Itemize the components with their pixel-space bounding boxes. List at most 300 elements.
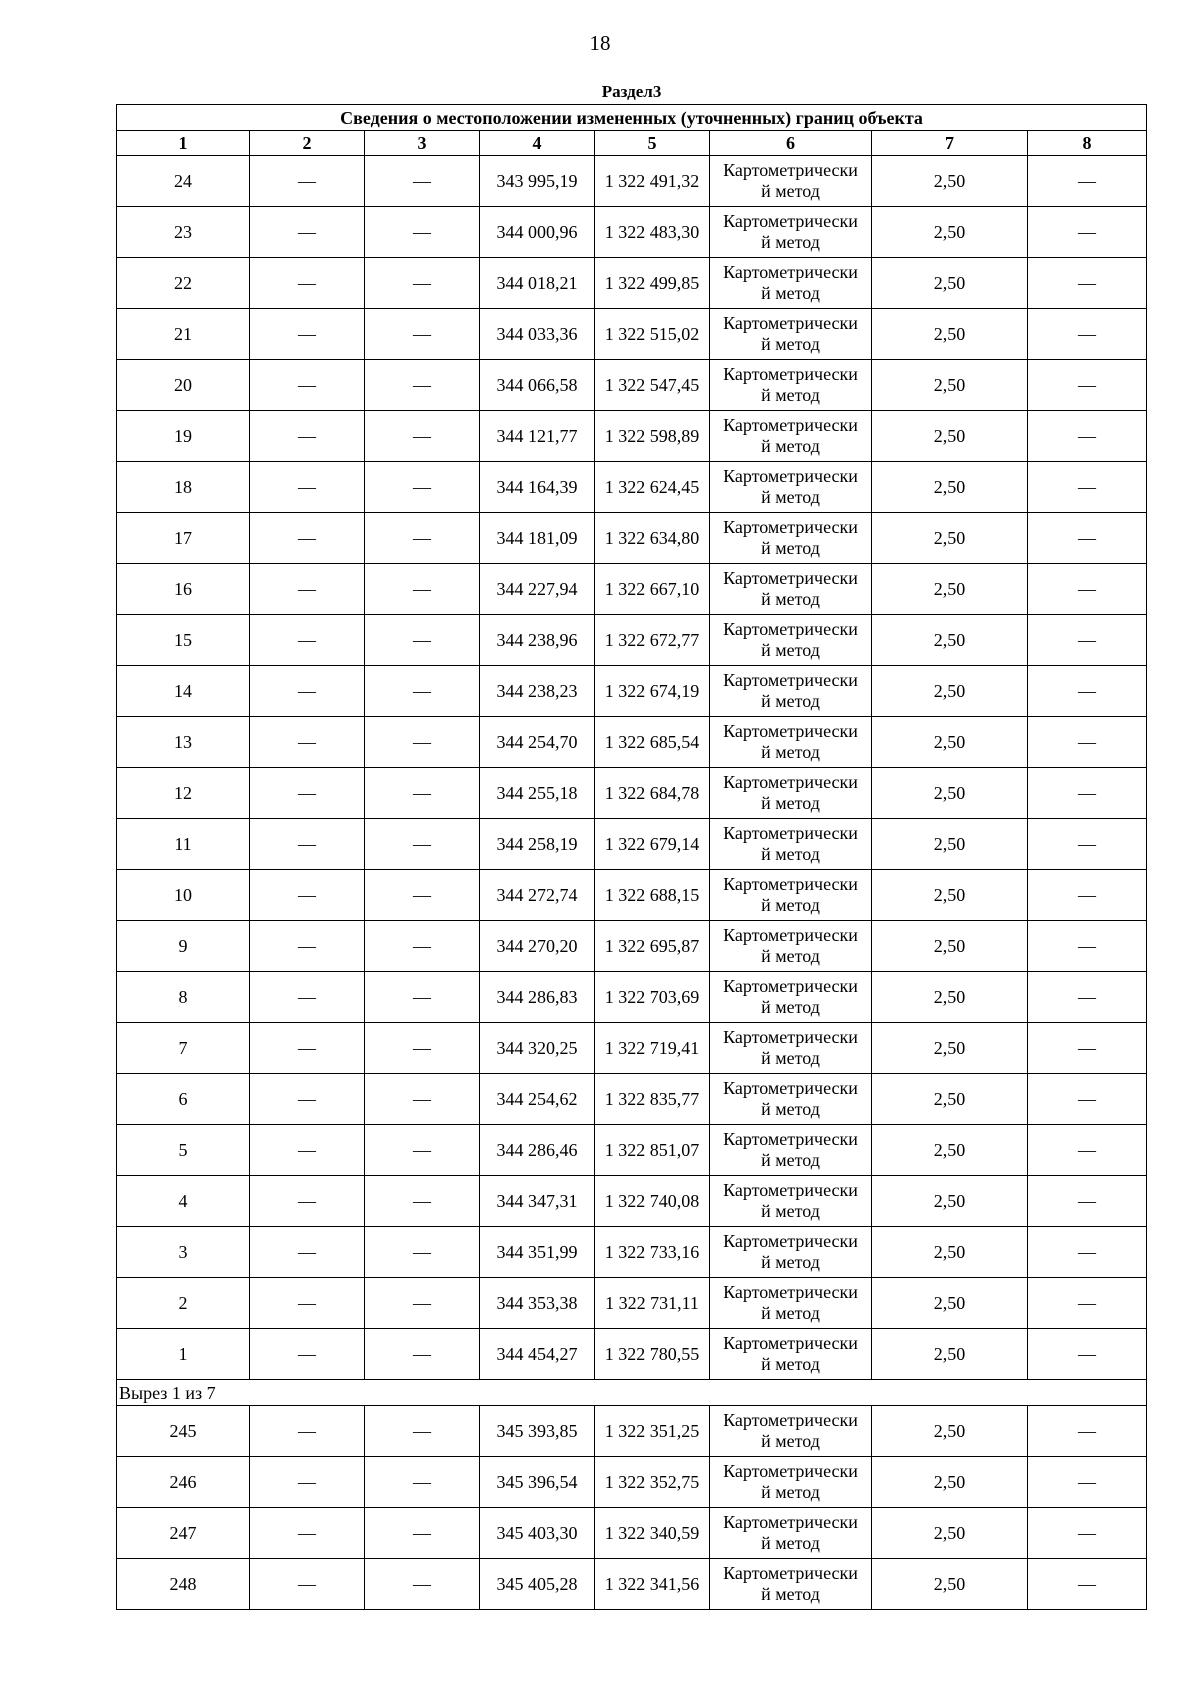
- empty-cell: —: [365, 564, 480, 615]
- accuracy-cell: 2,50: [872, 1023, 1028, 1074]
- method-cell: [710, 1457, 872, 1508]
- table-row: [117, 921, 1147, 972]
- empty-cell: —: [250, 462, 365, 513]
- accuracy-cell: 2,50: [872, 1074, 1028, 1125]
- point-number-cell: 18: [117, 462, 250, 513]
- point-number-cell: 16: [117, 564, 250, 615]
- x-coordinate-cell: 344 254,62: [480, 1074, 595, 1125]
- method-cell: [710, 1176, 872, 1227]
- method-cell: [710, 1278, 872, 1329]
- empty-cell: —: [250, 513, 365, 564]
- accuracy-cell: 2,50: [872, 564, 1028, 615]
- boundary-coordinates-table: [116, 80, 1147, 1610]
- empty-cell: —: [365, 1406, 480, 1457]
- empty-cell: —: [250, 1023, 365, 1074]
- point-number-cell: 17: [117, 513, 250, 564]
- accuracy-cell: 2,50: [872, 921, 1028, 972]
- y-coordinate-cell: 1 322 598,89: [595, 411, 710, 462]
- method-line-1: Картометрически: [723, 823, 858, 843]
- empty-cell: —: [250, 819, 365, 870]
- y-coordinate-cell: 1 322 515,02: [595, 309, 710, 360]
- method-line-1: Картометрически: [723, 1078, 858, 1098]
- method-line-2: й метод: [761, 1048, 820, 1068]
- point-number-cell: 7: [117, 1023, 250, 1074]
- point-number-cell: 2: [117, 1278, 250, 1329]
- x-coordinate-cell: 345 393,85: [480, 1406, 595, 1457]
- y-coordinate-cell: 1 322 703,69: [595, 972, 710, 1023]
- empty-cell: —: [365, 972, 480, 1023]
- method-line-1: Картометрически: [723, 1129, 858, 1149]
- empty-cell: —: [1028, 462, 1147, 513]
- method-line-1: Картометрически: [723, 670, 858, 690]
- method-line-1: Картометрически: [723, 364, 858, 384]
- point-number-cell: 3: [117, 1227, 250, 1278]
- point-number-cell: 5: [117, 1125, 250, 1176]
- point-number-cell: 8: [117, 972, 250, 1023]
- empty-cell: —: [250, 1329, 365, 1380]
- table-row: [117, 513, 1147, 564]
- empty-cell: —: [365, 1023, 480, 1074]
- y-coordinate-cell: 1 322 341,56: [595, 1559, 710, 1610]
- accuracy-cell: 2,50: [872, 1329, 1028, 1380]
- method-cell: [710, 1508, 872, 1559]
- table-row: [117, 972, 1147, 1023]
- x-coordinate-cell: 344 351,99: [480, 1227, 595, 1278]
- empty-cell: —: [1028, 411, 1147, 462]
- accuracy-cell: 2,50: [872, 1508, 1028, 1559]
- empty-cell: —: [365, 615, 480, 666]
- empty-cell: —: [250, 360, 365, 411]
- empty-cell: —: [250, 1074, 365, 1125]
- empty-cell: —: [250, 1176, 365, 1227]
- y-coordinate-cell: 1 322 688,15: [595, 870, 710, 921]
- method-line-1: Картометрически: [723, 517, 858, 537]
- method-line-2: й метод: [761, 436, 820, 456]
- point-number-cell: 4: [117, 1176, 250, 1227]
- method-line-2: й метод: [761, 181, 820, 201]
- point-number-cell: 21: [117, 309, 250, 360]
- empty-cell: —: [365, 870, 480, 921]
- empty-cell: —: [365, 717, 480, 768]
- method-cell: [710, 207, 872, 258]
- x-coordinate-cell: 344 033,36: [480, 309, 595, 360]
- x-coordinate-cell: 344 018,21: [480, 258, 595, 309]
- method-line-1: Картометрически: [723, 160, 858, 180]
- accuracy-cell: 2,50: [872, 1125, 1028, 1176]
- table-row: [117, 309, 1147, 360]
- x-coordinate-cell: 344 238,96: [480, 615, 595, 666]
- table-row: [117, 717, 1147, 768]
- empty-cell: —: [250, 972, 365, 1023]
- page-number: 18: [589, 31, 611, 55]
- empty-cell: —: [250, 666, 365, 717]
- table-body-part2: [117, 1406, 1147, 1610]
- method-cell: [710, 717, 872, 768]
- y-coordinate-cell: 1 322 672,77: [595, 615, 710, 666]
- empty-cell: —: [1028, 564, 1147, 615]
- accuracy-cell: 2,50: [872, 462, 1028, 513]
- empty-cell: —: [365, 156, 480, 207]
- accuracy-cell: 2,50: [872, 1227, 1028, 1278]
- subsection-label: Вырез 1 из 7: [117, 1380, 1147, 1406]
- empty-cell: —: [1028, 819, 1147, 870]
- point-number-cell: 248: [117, 1559, 250, 1610]
- method-line-1: Картометрически: [723, 313, 858, 333]
- method-line-2: й метод: [761, 1482, 820, 1502]
- empty-cell: —: [1028, 1508, 1147, 1559]
- accuracy-cell: 2,50: [872, 717, 1028, 768]
- method-cell: [710, 1406, 872, 1457]
- point-number-cell: 246: [117, 1457, 250, 1508]
- subsection: [117, 1380, 1147, 1406]
- accuracy-cell: 2,50: [872, 1559, 1028, 1610]
- method-line-2: й метод: [761, 1150, 820, 1170]
- method-line-2: й метод: [761, 691, 820, 711]
- column-header: 6: [710, 131, 872, 156]
- method-line-2: й метод: [761, 1431, 820, 1451]
- empty-cell: —: [1028, 258, 1147, 309]
- empty-cell: —: [1028, 1227, 1147, 1278]
- table-row: [117, 411, 1147, 462]
- method-cell: [710, 462, 872, 513]
- method-line-2: й метод: [761, 1099, 820, 1119]
- method-line-1: Картометрически: [723, 415, 858, 435]
- method-line-1: Картометрически: [723, 568, 858, 588]
- y-coordinate-cell: 1 322 733,16: [595, 1227, 710, 1278]
- empty-cell: —: [365, 309, 480, 360]
- empty-cell: —: [365, 666, 480, 717]
- method-line-1: Картометрически: [723, 1563, 858, 1583]
- point-number-cell: 247: [117, 1508, 250, 1559]
- empty-cell: —: [1028, 1329, 1147, 1380]
- empty-cell: —: [1028, 1278, 1147, 1329]
- x-coordinate-cell: 343 995,19: [480, 156, 595, 207]
- point-number-cell: 1: [117, 1329, 250, 1380]
- accuracy-cell: 2,50: [872, 768, 1028, 819]
- accuracy-cell: 2,50: [872, 1406, 1028, 1457]
- table-row: [117, 1176, 1147, 1227]
- accuracy-cell: 2,50: [872, 1457, 1028, 1508]
- table-row: [117, 1278, 1147, 1329]
- x-coordinate-cell: 344 255,18: [480, 768, 595, 819]
- method-line-2: й метод: [761, 1201, 820, 1221]
- table-row: [117, 1074, 1147, 1125]
- table-row: [117, 156, 1147, 207]
- table-title: Сведения о местоположении измененных (уточненных) границ объекта: [117, 105, 1147, 131]
- empty-cell: —: [1028, 921, 1147, 972]
- method-cell: [710, 666, 872, 717]
- point-number-cell: 24: [117, 156, 250, 207]
- table-row: [117, 1508, 1147, 1559]
- method-line-1: Картометрически: [723, 1461, 858, 1481]
- table-row: [117, 207, 1147, 258]
- method-line-2: й метод: [761, 538, 820, 558]
- empty-cell: —: [365, 360, 480, 411]
- empty-cell: —: [1028, 360, 1147, 411]
- y-coordinate-cell: 1 322 483,30: [595, 207, 710, 258]
- empty-cell: —: [250, 768, 365, 819]
- y-coordinate-cell: 1 322 835,77: [595, 1074, 710, 1125]
- column-header: 3: [365, 131, 480, 156]
- table-row: [117, 1559, 1147, 1610]
- empty-cell: —: [250, 921, 365, 972]
- empty-cell: —: [1028, 309, 1147, 360]
- method-line-2: й метод: [761, 283, 820, 303]
- method-cell: [710, 513, 872, 564]
- method-line-2: й метод: [761, 793, 820, 813]
- empty-cell: —: [1028, 1406, 1147, 1457]
- x-coordinate-cell: 345 405,28: [480, 1559, 595, 1610]
- empty-cell: —: [1028, 870, 1147, 921]
- x-coordinate-cell: 344 238,23: [480, 666, 595, 717]
- y-coordinate-cell: 1 322 634,80: [595, 513, 710, 564]
- method-cell: [710, 972, 872, 1023]
- method-line-1: Картометрически: [723, 262, 858, 282]
- table-row: [117, 1125, 1147, 1176]
- method-line-2: й метод: [761, 895, 820, 915]
- section-label: Раздел3: [601, 82, 662, 101]
- method-cell: [710, 258, 872, 309]
- empty-cell: —: [250, 717, 365, 768]
- method-cell: [710, 411, 872, 462]
- method-line-2: й метод: [761, 1354, 820, 1374]
- x-coordinate-cell: 344 121,77: [480, 411, 595, 462]
- method-cell: [710, 1559, 872, 1610]
- method-line-2: й метод: [761, 589, 820, 609]
- y-coordinate-cell: 1 322 679,14: [595, 819, 710, 870]
- x-coordinate-cell: 344 164,39: [480, 462, 595, 513]
- method-line-1: Картометрически: [723, 1180, 858, 1200]
- method-line-1: Картометрически: [723, 976, 858, 996]
- y-coordinate-cell: 1 322 491,32: [595, 156, 710, 207]
- method-cell: [710, 564, 872, 615]
- method-cell: [710, 921, 872, 972]
- accuracy-cell: 2,50: [872, 258, 1028, 309]
- x-coordinate-cell: 344 454,27: [480, 1329, 595, 1380]
- x-coordinate-cell: 345 396,54: [480, 1457, 595, 1508]
- method-cell: [710, 309, 872, 360]
- empty-cell: —: [1028, 1176, 1147, 1227]
- table-row: [117, 564, 1147, 615]
- method-line-2: й метод: [761, 487, 820, 507]
- table-row: [117, 1227, 1147, 1278]
- x-coordinate-cell: 344 286,83: [480, 972, 595, 1023]
- y-coordinate-cell: 1 322 352,75: [595, 1457, 710, 1508]
- empty-cell: —: [1028, 1559, 1147, 1610]
- method-line-2: й метод: [761, 1584, 820, 1604]
- accuracy-cell: 2,50: [872, 666, 1028, 717]
- empty-cell: —: [1028, 972, 1147, 1023]
- empty-cell: —: [250, 309, 365, 360]
- empty-cell: —: [1028, 615, 1147, 666]
- accuracy-cell: 2,50: [872, 1278, 1028, 1329]
- empty-cell: —: [1028, 1023, 1147, 1074]
- x-coordinate-cell: 344 320,25: [480, 1023, 595, 1074]
- empty-cell: —: [1028, 207, 1147, 258]
- method-line-2: й метод: [761, 742, 820, 762]
- point-number-cell: 6: [117, 1074, 250, 1125]
- x-coordinate-cell: 344 254,70: [480, 717, 595, 768]
- y-coordinate-cell: 1 322 695,87: [595, 921, 710, 972]
- empty-cell: —: [365, 819, 480, 870]
- method-line-1: Картометрически: [723, 466, 858, 486]
- table-row: [117, 768, 1147, 819]
- column-header: 8: [1028, 131, 1147, 156]
- method-line-2: й метод: [761, 385, 820, 405]
- empty-cell: —: [250, 156, 365, 207]
- point-number-cell: 23: [117, 207, 250, 258]
- method-line-2: й метод: [761, 1252, 820, 1272]
- empty-cell: —: [250, 207, 365, 258]
- empty-cell: —: [250, 258, 365, 309]
- empty-cell: —: [365, 921, 480, 972]
- table-row: [117, 666, 1147, 717]
- point-number-cell: 11: [117, 819, 250, 870]
- x-coordinate-cell: 344 258,19: [480, 819, 595, 870]
- empty-cell: —: [1028, 768, 1147, 819]
- point-number-cell: 12: [117, 768, 250, 819]
- table-row: [117, 1406, 1147, 1457]
- method-line-1: Картометрически: [723, 1410, 858, 1430]
- empty-cell: —: [1028, 717, 1147, 768]
- empty-cell: —: [365, 1559, 480, 1610]
- column-header: 1: [117, 131, 250, 156]
- method-cell: [710, 1227, 872, 1278]
- empty-cell: —: [365, 411, 480, 462]
- method-line-1: Картометрически: [723, 925, 858, 945]
- method-line-1: Картометрически: [723, 1027, 858, 1047]
- x-coordinate-cell: 344 286,46: [480, 1125, 595, 1176]
- empty-cell: —: [1028, 1457, 1147, 1508]
- y-coordinate-cell: 1 322 851,07: [595, 1125, 710, 1176]
- empty-cell: —: [250, 1508, 365, 1559]
- table-row: [117, 1457, 1147, 1508]
- method-line-1: Картометрически: [723, 1333, 858, 1353]
- empty-cell: —: [250, 1125, 365, 1176]
- y-coordinate-cell: 1 322 731,11: [595, 1278, 710, 1329]
- x-coordinate-cell: 344 066,58: [480, 360, 595, 411]
- method-line-2: й метод: [761, 844, 820, 864]
- y-coordinate-cell: 1 322 351,25: [595, 1406, 710, 1457]
- empty-cell: —: [250, 1457, 365, 1508]
- x-coordinate-cell: 344 000,96: [480, 207, 595, 258]
- column-header: 7: [872, 131, 1028, 156]
- empty-cell: —: [365, 207, 480, 258]
- accuracy-cell: 2,50: [872, 411, 1028, 462]
- empty-cell: —: [365, 462, 480, 513]
- x-coordinate-cell: 344 270,20: [480, 921, 595, 972]
- x-coordinate-cell: 344 181,09: [480, 513, 595, 564]
- method-cell: [710, 1023, 872, 1074]
- empty-cell: —: [250, 1559, 365, 1610]
- point-number-cell: 15: [117, 615, 250, 666]
- accuracy-cell: 2,50: [872, 972, 1028, 1023]
- accuracy-cell: 2,50: [872, 819, 1028, 870]
- accuracy-cell: 2,50: [872, 207, 1028, 258]
- method-line-2: й метод: [761, 1303, 820, 1323]
- table-row: [117, 360, 1147, 411]
- accuracy-cell: 2,50: [872, 360, 1028, 411]
- method-cell: [710, 1329, 872, 1380]
- y-coordinate-cell: 1 322 547,45: [595, 360, 710, 411]
- empty-cell: —: [1028, 1125, 1147, 1176]
- point-number-cell: 19: [117, 411, 250, 462]
- empty-cell: —: [250, 615, 365, 666]
- empty-cell: —: [365, 513, 480, 564]
- method-line-1: Картометрически: [723, 1512, 858, 1532]
- method-line-2: й метод: [761, 997, 820, 1017]
- x-coordinate-cell: 344 353,38: [480, 1278, 595, 1329]
- accuracy-cell: 2,50: [872, 156, 1028, 207]
- x-coordinate-cell: 345 403,30: [480, 1508, 595, 1559]
- accuracy-cell: 2,50: [872, 1176, 1028, 1227]
- point-number-cell: 10: [117, 870, 250, 921]
- point-number-cell: 9: [117, 921, 250, 972]
- y-coordinate-cell: 1 322 685,54: [595, 717, 710, 768]
- table-row: [117, 258, 1147, 309]
- table-body-part1: [117, 156, 1147, 1380]
- method-line-2: й метод: [761, 946, 820, 966]
- method-cell: [710, 1074, 872, 1125]
- x-coordinate-cell: 344 227,94: [480, 564, 595, 615]
- empty-cell: —: [365, 1125, 480, 1176]
- method-cell: [710, 156, 872, 207]
- method-line-1: Картометрически: [723, 1231, 858, 1251]
- method-line-1: Картометрически: [723, 619, 858, 639]
- y-coordinate-cell: 1 322 719,41: [595, 1023, 710, 1074]
- point-number-cell: 245: [117, 1406, 250, 1457]
- point-number-cell: 22: [117, 258, 250, 309]
- method-line-1: Картометрически: [723, 1282, 858, 1302]
- empty-cell: —: [1028, 513, 1147, 564]
- empty-cell: —: [250, 1227, 365, 1278]
- point-number-cell: 20: [117, 360, 250, 411]
- method-line-1: Картометрически: [723, 721, 858, 741]
- method-cell: [710, 768, 872, 819]
- method-cell: [710, 1125, 872, 1176]
- y-coordinate-cell: 1 322 684,78: [595, 768, 710, 819]
- table-row: [117, 1023, 1147, 1074]
- accuracy-cell: 2,50: [872, 513, 1028, 564]
- point-number-cell: 13: [117, 717, 250, 768]
- empty-cell: —: [365, 1227, 480, 1278]
- empty-cell: —: [250, 564, 365, 615]
- column-header-row: [117, 131, 1147, 156]
- x-coordinate-cell: 344 272,74: [480, 870, 595, 921]
- method-line-1: Картометрически: [723, 211, 858, 231]
- y-coordinate-cell: 1 322 667,10: [595, 564, 710, 615]
- empty-cell: —: [1028, 156, 1147, 207]
- y-coordinate-cell: 1 322 499,85: [595, 258, 710, 309]
- accuracy-cell: 2,50: [872, 615, 1028, 666]
- table-row: [117, 615, 1147, 666]
- method-line-2: й метод: [761, 640, 820, 660]
- table-row: [117, 462, 1147, 513]
- method-cell: [710, 870, 872, 921]
- method-cell: [710, 615, 872, 666]
- empty-cell: —: [250, 1278, 365, 1329]
- x-coordinate-cell: 344 347,31: [480, 1176, 595, 1227]
- method-line-2: й метод: [761, 334, 820, 354]
- empty-cell: —: [365, 258, 480, 309]
- empty-cell: —: [365, 1457, 480, 1508]
- method-cell: [710, 360, 872, 411]
- empty-cell: —: [1028, 1074, 1147, 1125]
- column-header: 5: [595, 131, 710, 156]
- empty-cell: —: [250, 411, 365, 462]
- y-coordinate-cell: 1 322 740,08: [595, 1176, 710, 1227]
- y-coordinate-cell: 1 322 780,55: [595, 1329, 710, 1380]
